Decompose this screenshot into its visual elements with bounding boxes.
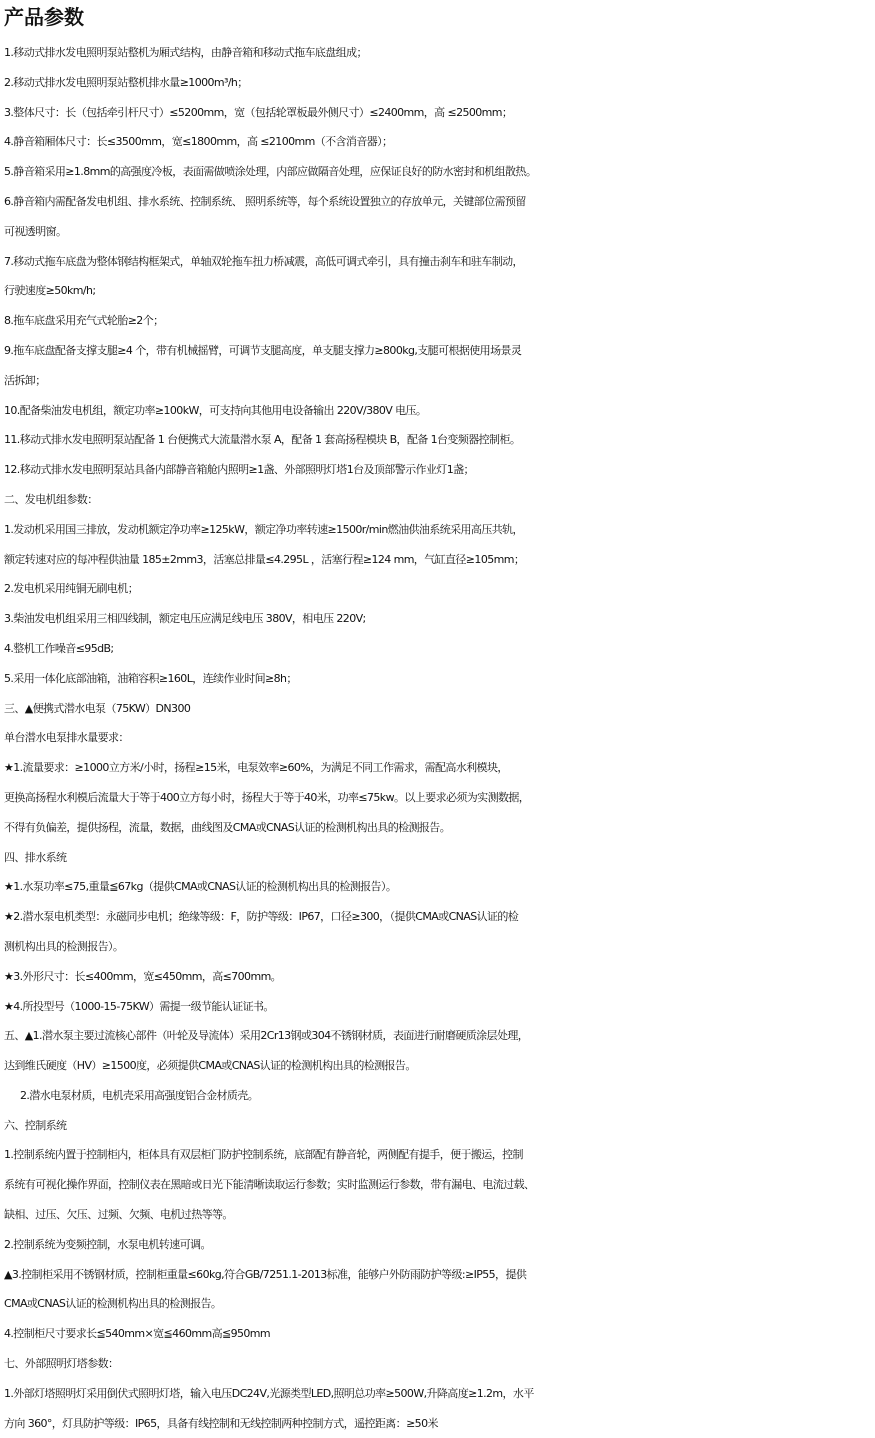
text-line: 额定转速对应的每冲程供油量 185±2mm3，活塞总排量≤4.295L ，活塞行程≥124 mm，气缸直径≥105mm； bbox=[4, 552, 525, 566]
text-line: 行驶速度≥50km/h; bbox=[4, 284, 96, 298]
document-body bbox=[4, 38, 875, 1438]
text-line: 七、外部照明灯塔参数： bbox=[4, 1357, 119, 1371]
text-line: 3.柴油发电机组采用三相四线制，额定电压应满足线电压 380V，相电压 220V; bbox=[4, 612, 366, 626]
text-line: 2.移动式排水发电照明泵站整机排水量≥1000m³/h； bbox=[4, 75, 248, 89]
text-line: 不得有负偏差，提供扬程，流量，数据，曲线图及CMA或CNAS认证的检测机构出具的检测报告。 bbox=[4, 820, 451, 834]
text-line: ★1.水泵功率≤75,重量≦67kg（提供CMA或CNAS认证的检测机构出具的检测报告）。 bbox=[4, 880, 397, 894]
text-line: 1.控制系统内置于控制柜内，柜体具有双层柜门防护控制系统，底部配有静音轮，两侧配有提手，便于搬运，控制 bbox=[4, 1148, 523, 1162]
text-line: ★3.外形尺寸：长≤400mm，宽≤450mm，高≤700mm。 bbox=[4, 969, 282, 983]
text-line: 三、▲便携式潜水电泵（75KW）DN300 bbox=[4, 701, 191, 715]
text-line: 9.拖车底盘配备支撑支腿≥4 个，带有机械摇臂，可调节支腿高度，单支腿支撑力≥800kg,支腿可根据使用场景灵 bbox=[4, 343, 522, 357]
text-line: 更换高扬程水利模后流量大于等于400立方每小时，扬程大于等于40米，功率≤75kw。以上要求必须为实测数据， bbox=[4, 790, 530, 804]
text-line: 1.外部灯塔照明灯采用倒伏式照明灯塔，输入电压DC24V,光源类型LED,照明总功率≥500W,升降高度≥1.2m，水平 bbox=[4, 1386, 534, 1400]
text-line: 11.移动式排水发电照明泵站配备 1 台便携式大流量潜水泵 A，配备 1 套高扬程模块 B，配备 1台变频器控制柜。 bbox=[4, 433, 521, 447]
text-line: ★2.潜水泵电机类型：永磁同步电机；绝缘等级：F，防护等级：IP67，口径≥300，（提供CMA或CNAS认证的检 bbox=[4, 910, 519, 924]
text-line: 1.发动机采用国三排放，发动机额定净功率≥125kW，额定净功率转速≥1500r/min燃油供油系统采用高压共轨， bbox=[4, 522, 523, 536]
text-line: 8.拖车底盘采用充气式轮胎≥2个； bbox=[4, 314, 164, 328]
text-line: 2.潜水电泵材质，电机壳采用高强度铝合金材质壳。 bbox=[20, 1088, 259, 1102]
text-line: 10.配备柴油发电机组，额定功率≥100kW，可支持向其他用电设备输出 220V/380V 电压。 bbox=[4, 403, 427, 417]
text-line: 二、发电机组参数： bbox=[4, 492, 98, 506]
document-title: 产品参数 bbox=[4, 5, 84, 29]
text-line: ★4.所投型号（1000-15-75KW）需提一级节能认证证书。 bbox=[4, 999, 274, 1013]
text-line: 5.采用一体化底部油箱，油箱容积≥160L，连续作业时间≥8h； bbox=[4, 671, 297, 685]
text-line: 缺相、过压、欠压、过频、欠频、电机过热等等。 bbox=[4, 1208, 233, 1222]
text-line: 4.静音箱厢体尺寸：长≤3500mm，宽≤1800mm，高 ≤2100mm（不含消音器）； bbox=[4, 135, 393, 149]
text-line: 7.移动式拖车底盘为整体钢结构框架式，单轴双轮拖车扭力桥减震，高低可调式牵引，具有撞击刹车和驻车制动， bbox=[4, 254, 523, 268]
text-line: 6.静音箱内需配备发电机组、排水系统、控制系统、 照明系统等，每个系统设置独立的存放单元，关键部位需预留 bbox=[4, 194, 526, 208]
text-line: 方向 360°，灯具防护等级：IP65，具备有线控制和无线控制两种控制方式，遥控距离：≥50米 bbox=[4, 1416, 438, 1430]
text-line: ★1.流量要求：≥1000立方米/小时，扬程≥15米，电泵效率≥60%，为满足不同工作需求，需配高水利模块， bbox=[4, 761, 508, 775]
text-line: 2.发电机采用纯铜无刷电机； bbox=[4, 582, 139, 596]
text-line: 1.移动式排水发电照明泵站整机为厢式结构，由静音箱和移动式拖车底盘组成； bbox=[4, 46, 367, 59]
text-line: 五、▲1.潜水泵主要过流核心部件（叶轮及导流体）采用2Cr13钢或304不锈钢材质，表面进行耐磨硬质涂层处理， bbox=[4, 1029, 529, 1043]
text-line: 2.控制系统为变频控制，水泵电机转速可调。 bbox=[4, 1237, 211, 1251]
text-line: 可视透明窗。 bbox=[4, 224, 67, 238]
text-line: 4.整机工作噪音≤95dB; bbox=[4, 641, 114, 655]
text-line: 5.静音箱采用≥1.8mm的高强度冷板，表面需做喷涂处理，内部应做隔音处理，应保证良好的防水密封和机组散热。 bbox=[4, 165, 537, 179]
text-line: 3.整体尺寸：长（包括牵引杆尺寸）≤5200mm，宽（包括轮罩板最外侧尺寸）≤2400mm，高 ≤2500mm； bbox=[4, 105, 513, 119]
text-line: 活拆卸； bbox=[4, 373, 46, 387]
text-line: CMA或CNAS认证的检测机构出具的检测报告。 bbox=[4, 1297, 222, 1311]
text-line: 四、排水系统 bbox=[4, 850, 67, 864]
text-line: 六、控制系统 bbox=[4, 1118, 67, 1132]
text-line: 系统有可视化操作界面，控制仪表在黑暗或日光下能清晰读取运行参数；实时监测运行参数，带有漏电、电流过载、 bbox=[4, 1178, 535, 1192]
text-line: 4.控制柜尺寸要求长≦540mm×宽≦460mm高≦950mm bbox=[4, 1327, 271, 1341]
text-line: ▲3.控制柜采用不锈钢材质，控制柜重量≤60kg,符合GB/7251.1-2013标准，能够户外防雨防护等级:≥IP55，提供 bbox=[4, 1267, 527, 1281]
text-line: 12.移动式排水发电照明泵站具备内部静音箱舱内照明≥1盏、外部照明灯塔1台及顶部警示作业灯1盏； bbox=[4, 463, 474, 477]
text-line: 单台潜水电泵排水量要求： bbox=[4, 731, 129, 745]
text-line: 测机构出具的检测报告）。 bbox=[4, 939, 124, 953]
text-line: 达到维氏硬度（HV）≥1500度，必须提供CMA或CNAS认证的检测机构出具的检测报告。 bbox=[4, 1059, 416, 1073]
